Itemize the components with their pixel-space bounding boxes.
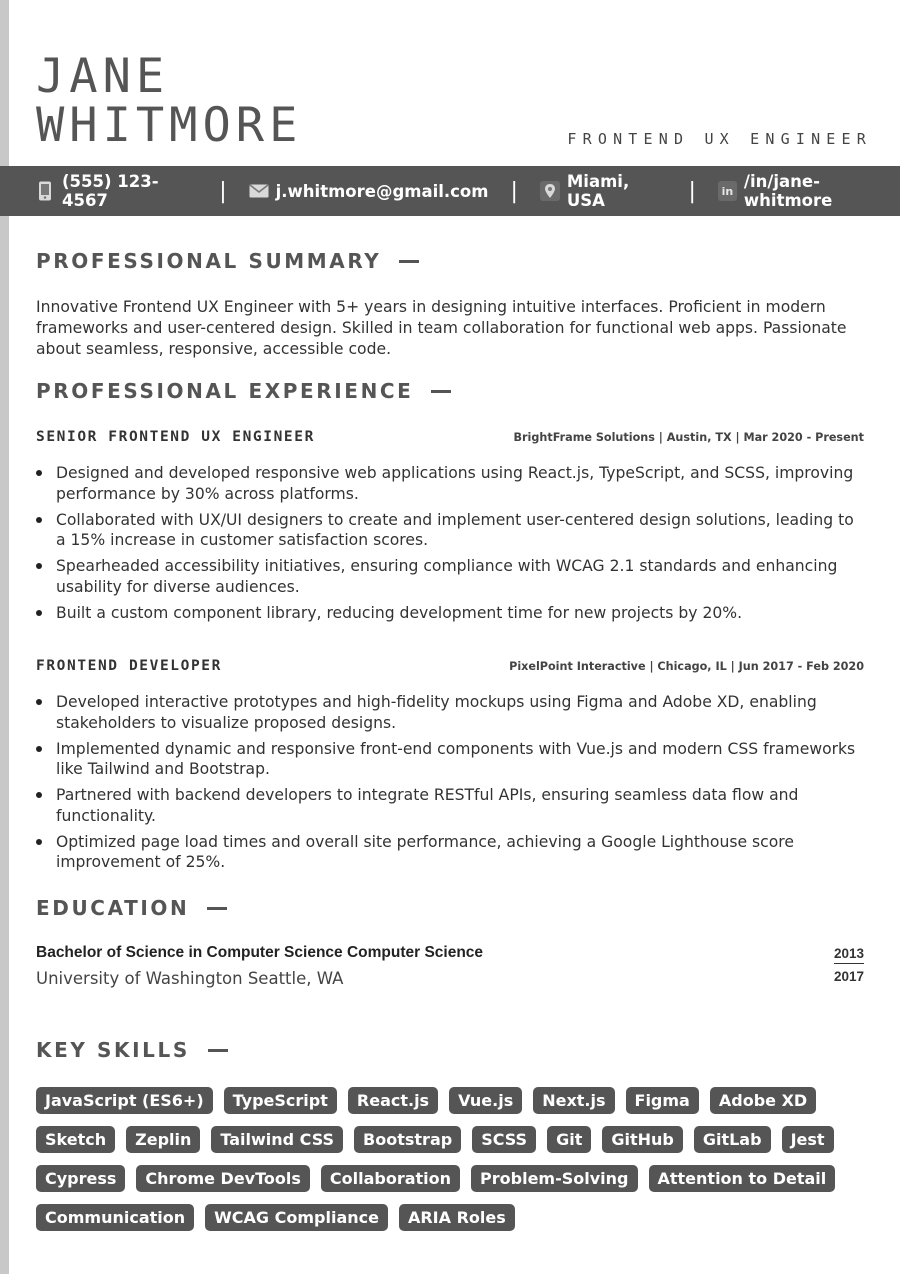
education-heading xyxy=(36,896,227,920)
first-name: JANE xyxy=(36,49,170,104)
education-years xyxy=(834,944,864,990)
skill-chip: Chrome DevTools xyxy=(136,1165,309,1192)
last-name: WHITMORE xyxy=(36,98,303,153)
skill-chip: React.js xyxy=(348,1087,438,1114)
contact-phone xyxy=(36,172,197,210)
skill-chip: Collaboration xyxy=(321,1165,460,1192)
separator: | xyxy=(688,178,696,204)
job-title: SENIOR FRONTEND UX ENGINEER xyxy=(36,429,315,445)
contact-linkedin[interactable] xyxy=(718,172,900,210)
mail-icon xyxy=(249,181,269,201)
end-year: 2017 xyxy=(833,969,864,984)
candidate-name xyxy=(36,49,303,153)
skills-heading xyxy=(36,1038,228,1062)
skill-chip: Attention to Detail xyxy=(649,1165,836,1192)
contact-bar xyxy=(0,166,900,216)
list-item: Spearheaded accessibility initiatives, ensuring compliance with WCAG 2.1 standards and enhancing usability for diverse audiences. xyxy=(36,556,868,597)
heading-dash xyxy=(207,907,227,910)
start-year: 2013 xyxy=(834,944,864,964)
skill-chip: Next.js xyxy=(533,1087,614,1114)
skill-chip: WCAG Compliance xyxy=(205,1204,388,1231)
skill-chip: Figma xyxy=(626,1087,699,1114)
separator: | xyxy=(219,178,227,204)
skill-chip: Problem-Solving xyxy=(471,1165,637,1192)
experience-heading xyxy=(36,379,451,403)
skill-chip: JavaScript (ES6+) xyxy=(36,1087,213,1114)
job-bullets xyxy=(36,692,868,878)
phone-icon xyxy=(36,181,55,201)
email-text: j.whitmore@gmail.com xyxy=(275,181,489,201)
contact-email[interactable] xyxy=(249,181,489,201)
skill-chip: Git xyxy=(547,1126,591,1153)
list-item: Collaborated with UX/UI designers to create and implement user-centered design solutions, leading to a 15% increase in customer satisfaction scores. xyxy=(36,510,868,551)
degree-name: Bachelor of Science in Computer Science Computer Science xyxy=(36,944,484,961)
skill-chip: Jest xyxy=(782,1126,834,1153)
list-item: Partnered with backend developers to integrate RESTful APIs, ensuring seamless data flow and functionality. xyxy=(36,785,868,826)
skill-chip: Vue.js xyxy=(449,1087,522,1114)
separator: | xyxy=(510,178,518,204)
skill-chip: Zeplin xyxy=(126,1126,200,1153)
list-item: Optimized page load times and overall site performance, achieving a Google Lighthouse score improvement of 25%. xyxy=(36,832,868,873)
skill-chip: TypeScript xyxy=(224,1087,337,1114)
job-meta: BrightFrame Solutions | Austin, TX | Mar 2020 - Present xyxy=(513,431,864,444)
skill-chip: GitHub xyxy=(602,1126,683,1153)
job-title: FRONTEND DEVELOPER xyxy=(36,658,222,674)
summary-text: Innovative Frontend UX Engineer with 5+ years in designing intuitive interfaces. Proficient in modern frameworks and user-centered design. Skilled in team collaboration for functional web apps. Passionate about seamless, responsive, accessible code. xyxy=(36,298,847,358)
skill-chip: SCSS xyxy=(472,1126,536,1153)
skill-chip: Cypress xyxy=(36,1165,125,1192)
school-name: University of Washington Seattle, WA xyxy=(36,969,344,988)
summary-heading xyxy=(36,249,419,273)
education-heading-text: EDUCATION xyxy=(36,896,190,920)
list-item: Developed interactive prototypes and high-fidelity mockups using Figma and Adobe XD, enabling stakeholders to visualize proposed designs. xyxy=(36,692,868,733)
skill-chip: Bootstrap xyxy=(354,1126,461,1153)
phone-text: (555) 123-4567 xyxy=(61,172,159,210)
heading-dash xyxy=(208,1049,228,1052)
list-item: Designed and developed responsive web applications using React.js, TypeScript, and SCSS, improving performance by 30% across platforms. xyxy=(36,463,868,504)
job-role: FRONTEND UX ENGINEER xyxy=(567,130,872,148)
skill-chip: ARIA Roles xyxy=(399,1204,515,1231)
skills-list xyxy=(36,1087,876,1231)
experience-heading-text: PROFESSIONAL EXPERIENCE xyxy=(36,379,414,403)
skill-chip: Tailwind CSS xyxy=(211,1126,343,1153)
skill-chip: GitLab xyxy=(694,1126,771,1153)
summary-heading-text: PROFESSIONAL SUMMARY xyxy=(36,249,382,273)
linkedin-text: /in/jane-whitmore xyxy=(743,172,833,210)
heading-dash xyxy=(399,260,419,263)
list-item: Implemented dynamic and responsive front-end components with Vue.js and modern CSS frameworks like Tailwind and Bootstrap. xyxy=(36,739,868,780)
location-pin-icon xyxy=(540,181,560,201)
skill-chip: Communication xyxy=(36,1204,194,1231)
location-text: Miami, USA xyxy=(566,172,630,210)
list-item: Built a custom component library, reducing development time for new projects by 20%. xyxy=(36,603,868,624)
job-meta: PixelPoint Interactive | Chicago, IL | Jun 2017 - Feb 2020 xyxy=(509,660,864,673)
linkedin-icon: in xyxy=(718,181,737,201)
skill-chip: Adobe XD xyxy=(710,1087,816,1114)
contact-location xyxy=(540,172,667,210)
job-bullets xyxy=(36,463,868,629)
heading-dash xyxy=(431,390,451,393)
skill-chip: Sketch xyxy=(36,1126,115,1153)
skills-heading-text: KEY SKILLS xyxy=(36,1038,190,1062)
